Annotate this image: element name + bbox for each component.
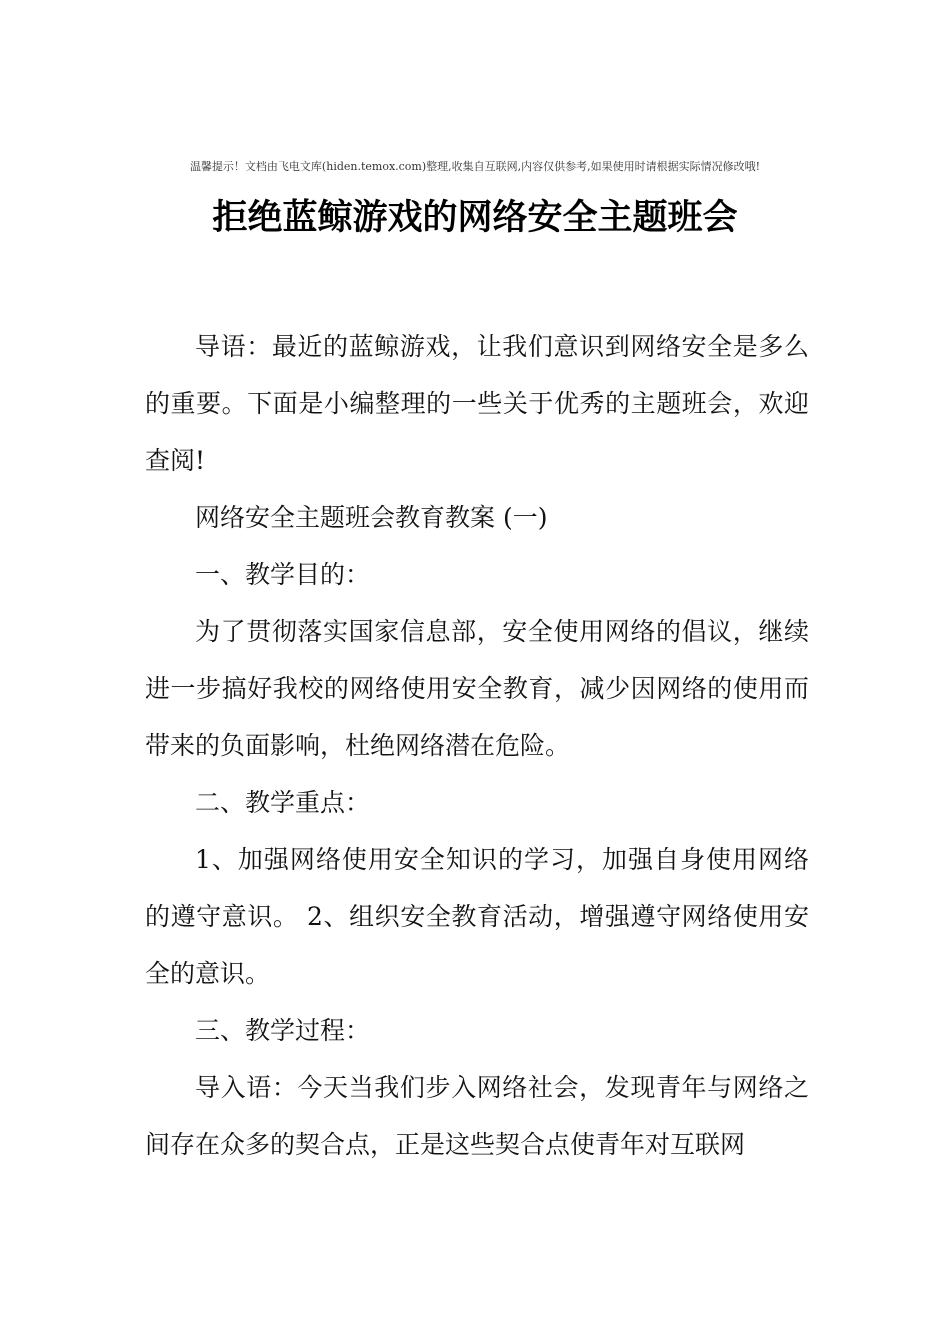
paragraph-intro: 导语：最近的蓝鲸游戏，让我们意识到网络安全是多么的重要。下面是小编整理的一些关于优秀的主题班会，欢迎查阅! [145, 332, 809, 475]
paragraph-section-process: 三、教学过程： [195, 1016, 371, 1045]
paragraph-section-focus: 二、教学重点： [195, 788, 371, 817]
document-body [145, 318, 809, 1173]
paragraph-lesson-plan-heading: 网络安全主题班会教育教案 (一) [195, 503, 548, 532]
paragraph-process-text: 导入语：今天当我们步入网络社会，发现青年与网络之间存在众多的契合点，正是这些契合点使青年对互联网 [145, 1073, 809, 1159]
paragraph-section-objective: 一、教学目的： [195, 560, 371, 589]
paragraph-objective-text: 为了贯彻落实国家信息部，安全使用网络的倡议，继续进一步搞好我校的网络使用安全教育，减少因网络的使用而带来的负面影响，杜绝网络潜在危险。 [145, 617, 809, 760]
document-title: 拒绝蓝鲸游戏的网络安全主题班会 [212, 197, 738, 238]
document-notice: 温馨提示！文档由飞电文库(hiden.temox.com)整理,收集自互联网,内容仅供参考,如果使用时请根据实际情况修改哦! [189, 160, 761, 173]
paragraph-focus-text: 1、加强网络使用安全知识的学习，加强自身使用网络的遵守意识。 2、组织安全教育活动，增强遵守网络使用安全的意识。 [145, 845, 809, 988]
